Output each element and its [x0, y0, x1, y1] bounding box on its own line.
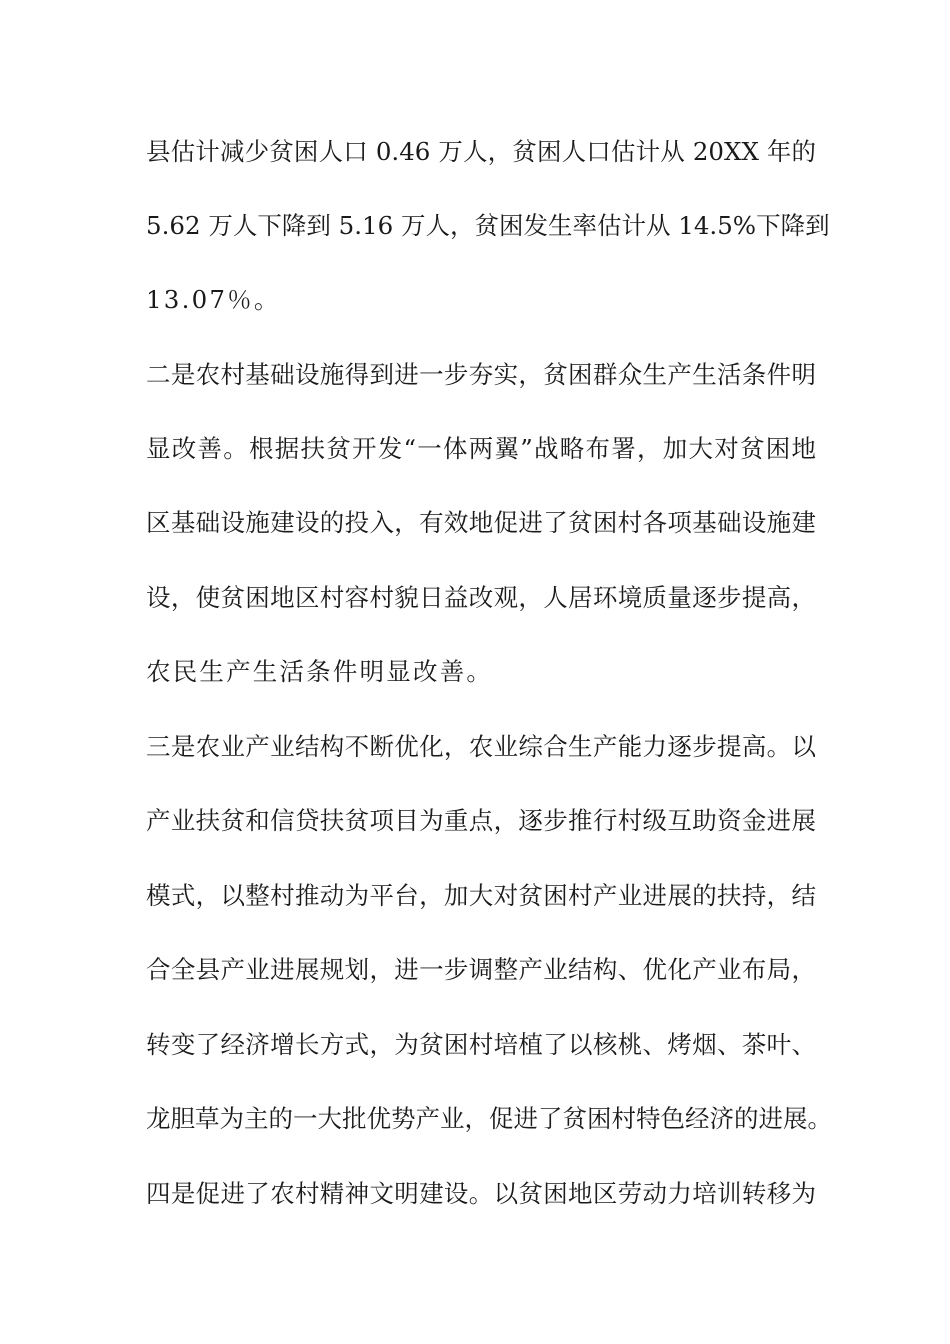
text-line-5: 显改善。根据扶贫开发“一体两翼”战略布署，加大对贫困地 — [146, 434, 816, 463]
text-line-4: 二是农村基础设施得到进一步夯实，贫困群众生产生活条件明 — [146, 360, 816, 389]
text-line-1: 县估计减少贫困人口 0.46 万人，贫困人口估计从 20XX 年的 — [146, 137, 816, 166]
text-line-6: 区基础设施建设的投入，有效地促进了贫困村各项基础设施建 — [146, 508, 816, 537]
text-line-8: 农民生产生活条件明显改善。 — [146, 657, 494, 686]
text-line-15: 四是促进了农村精神文明建设。以贫困地区劳动力培训转移为 — [146, 1179, 816, 1208]
text-line-13: 转变了经济增长方式，为贫困村培植了以核桃、烤烟、茶叶、 — [146, 1030, 816, 1059]
text-line-10: 产业扶贫和信贷扶贫项目为重点，逐步推行村级互助资金进展 — [146, 806, 816, 835]
text-line-14: 龙胆草为主的一大批优势产业，促进了贫困村特色经济的进展。 — [146, 1104, 832, 1133]
text-line-3: 13.07％。 — [146, 285, 281, 314]
text-line-2: 5.62 万人下降到 5.16 万人，贫困发生率估计从 14.5%下降到 — [146, 211, 830, 240]
text-line-7: 设，使贫困地区村容村貌日益改观，人居环境质量逐步提高， — [146, 583, 816, 612]
text-line-9: 三是农业产业结构不断优化，农业综合生产能力逐步提高。以 — [146, 732, 816, 761]
text-line-12: 合全县产业进展规划，进一步调整产业结构、优化产业布局， — [146, 955, 816, 984]
text-line-11: 模式，以整村推动为平台，加大对贫困村产业进展的扶持，结 — [146, 881, 816, 910]
